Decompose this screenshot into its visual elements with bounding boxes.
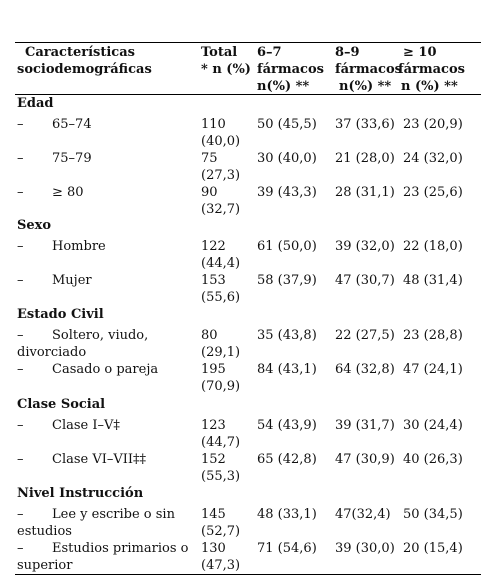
header-8-9-drugs: fármacos <box>335 62 402 77</box>
total-n-percent: 90 <box>201 185 218 200</box>
section-title: Clase Social <box>17 397 106 412</box>
total-n-percent: 75 <box>201 151 218 166</box>
header-6-7-drugs: n(%) ** <box>257 79 310 94</box>
row-label: superior <box>17 558 73 573</box>
header-total: * n (%) <box>201 62 251 77</box>
total-n-percent: 122 <box>201 239 226 254</box>
value-8-9-drugs: 39 (30,0) <box>335 541 395 556</box>
total-n-percent: 152 <box>201 452 226 467</box>
value-6-7-drugs: 39 (43,3) <box>257 185 317 200</box>
value-8-9-drugs: 28 (31,1) <box>335 185 395 200</box>
total-n-percent: 145 <box>201 507 226 522</box>
header-8-9-drugs: n(%) ** <box>339 79 392 94</box>
section-title: Estado Civil <box>17 307 104 322</box>
value-8-9-drugs: 37 (33,6) <box>335 117 395 132</box>
row-label: Estudios primarios o <box>52 541 189 556</box>
row-label: 65–74 <box>52 117 92 132</box>
bottom-rule <box>15 574 481 575</box>
row-bullet: – <box>17 117 24 132</box>
value-8-9-drugs: 21 (28,0) <box>335 151 395 166</box>
value-10-plus-drugs: 50 (34,5) <box>403 507 463 522</box>
total-n-percent: (47,3) <box>201 558 241 573</box>
value-10-plus-drugs: 47 (24,1) <box>403 362 463 377</box>
row-label: divorciado <box>17 345 87 360</box>
row-label: Casado o pareja <box>52 362 159 377</box>
value-8-9-drugs: 47 (30,7) <box>335 273 395 288</box>
total-n-percent: (27,3) <box>201 168 241 183</box>
section-title: Sexo <box>17 218 52 233</box>
value-6-7-drugs: 58 (37,9) <box>257 273 317 288</box>
total-n-percent: (52,7) <box>201 524 241 539</box>
value-6-7-drugs: 54 (43,9) <box>257 418 317 433</box>
value-8-9-drugs: 22 (27,5) <box>335 328 395 343</box>
value-6-7-drugs: 61 (50,0) <box>257 239 317 254</box>
total-n-percent: 110 <box>201 117 226 132</box>
header-10-plus-drugs: fármacos <box>398 62 465 77</box>
value-6-7-drugs: 50 (45,5) <box>257 117 317 132</box>
total-n-percent: 80 <box>201 328 218 343</box>
total-n-percent: (29,1) <box>201 345 241 360</box>
header-10-plus-drugs: n (%) ** <box>401 79 458 94</box>
row-label: Mujer <box>52 273 92 288</box>
value-6-7-drugs: 65 (42,8) <box>257 452 317 467</box>
value-6-7-drugs: 30 (40,0) <box>257 151 317 166</box>
row-bullet: – <box>17 151 24 166</box>
value-10-plus-drugs: 23 (20,9) <box>403 117 463 132</box>
row-bullet: – <box>17 452 24 467</box>
total-n-percent: (70,9) <box>201 379 241 394</box>
row-bullet: – <box>17 185 24 200</box>
row-bullet: – <box>17 328 24 343</box>
header-6-7-drugs: 6–7 <box>257 45 282 60</box>
value-8-9-drugs: 39 (31,7) <box>335 418 395 433</box>
value-8-9-drugs: 47(32,4) <box>335 507 391 522</box>
header-characteristics: Características <box>25 45 135 60</box>
value-10-plus-drugs: 20 (15,4) <box>403 541 463 556</box>
total-n-percent: 195 <box>201 362 226 377</box>
header-8-9-drugs: 8–9 <box>335 45 360 60</box>
row-bullet: – <box>17 418 24 433</box>
row-label: Soltero, viudo, <box>52 328 149 343</box>
total-n-percent: (44,7) <box>201 435 241 450</box>
total-n-percent: (55,6) <box>201 290 241 305</box>
row-label: estudios <box>17 524 72 539</box>
total-n-percent: 153 <box>201 273 226 288</box>
row-label: Hombre <box>52 239 106 254</box>
value-8-9-drugs: 47 (30,9) <box>335 452 395 467</box>
value-8-9-drugs: 64 (32,8) <box>335 362 395 377</box>
row-bullet: – <box>17 541 24 556</box>
value-10-plus-drugs: 23 (25,6) <box>403 185 463 200</box>
value-6-7-drugs: 84 (43,1) <box>257 362 317 377</box>
row-label: ≥ 80 <box>52 185 84 200</box>
total-n-percent: 123 <box>201 418 226 433</box>
value-10-plus-drugs: 48 (31,4) <box>403 273 463 288</box>
value-10-plus-drugs: 23 (28,8) <box>403 328 463 343</box>
row-label: Clase VI–VII‡‡ <box>52 452 147 467</box>
value-6-7-drugs: 71 (54,6) <box>257 541 317 556</box>
row-bullet: – <box>17 239 24 254</box>
row-bullet: – <box>17 507 24 522</box>
top-rule <box>15 42 481 43</box>
row-label: Lee y escribe o sin <box>52 507 175 522</box>
section-title: Edad <box>17 96 54 111</box>
value-6-7-drugs: 35 (43,8) <box>257 328 317 343</box>
value-10-plus-drugs: 40 (26,3) <box>403 452 463 467</box>
total-n-percent: (32,7) <box>201 202 241 217</box>
value-10-plus-drugs: 30 (24,4) <box>403 418 463 433</box>
value-6-7-drugs: 48 (33,1) <box>257 507 317 522</box>
header-10-plus-drugs: ≥ 10 <box>403 45 437 60</box>
row-bullet: – <box>17 273 24 288</box>
value-10-plus-drugs: 22 (18,0) <box>403 239 463 254</box>
row-label: 75–79 <box>52 151 92 166</box>
header-total: Total <box>201 45 238 60</box>
total-n-percent: (55,3) <box>201 469 241 484</box>
header-characteristics: sociodemográficas <box>17 62 152 77</box>
row-label: Clase I–V‡ <box>52 418 120 433</box>
total-n-percent: (44,4) <box>201 256 241 271</box>
section-title: Nivel Instrucción <box>17 486 144 501</box>
value-10-plus-drugs: 24 (32,0) <box>403 151 463 166</box>
value-8-9-drugs: 39 (32,0) <box>335 239 395 254</box>
total-n-percent: 130 <box>201 541 226 556</box>
row-bullet: – <box>17 362 24 377</box>
header-6-7-drugs: fármacos <box>257 62 324 77</box>
total-n-percent: (40,0) <box>201 134 241 149</box>
